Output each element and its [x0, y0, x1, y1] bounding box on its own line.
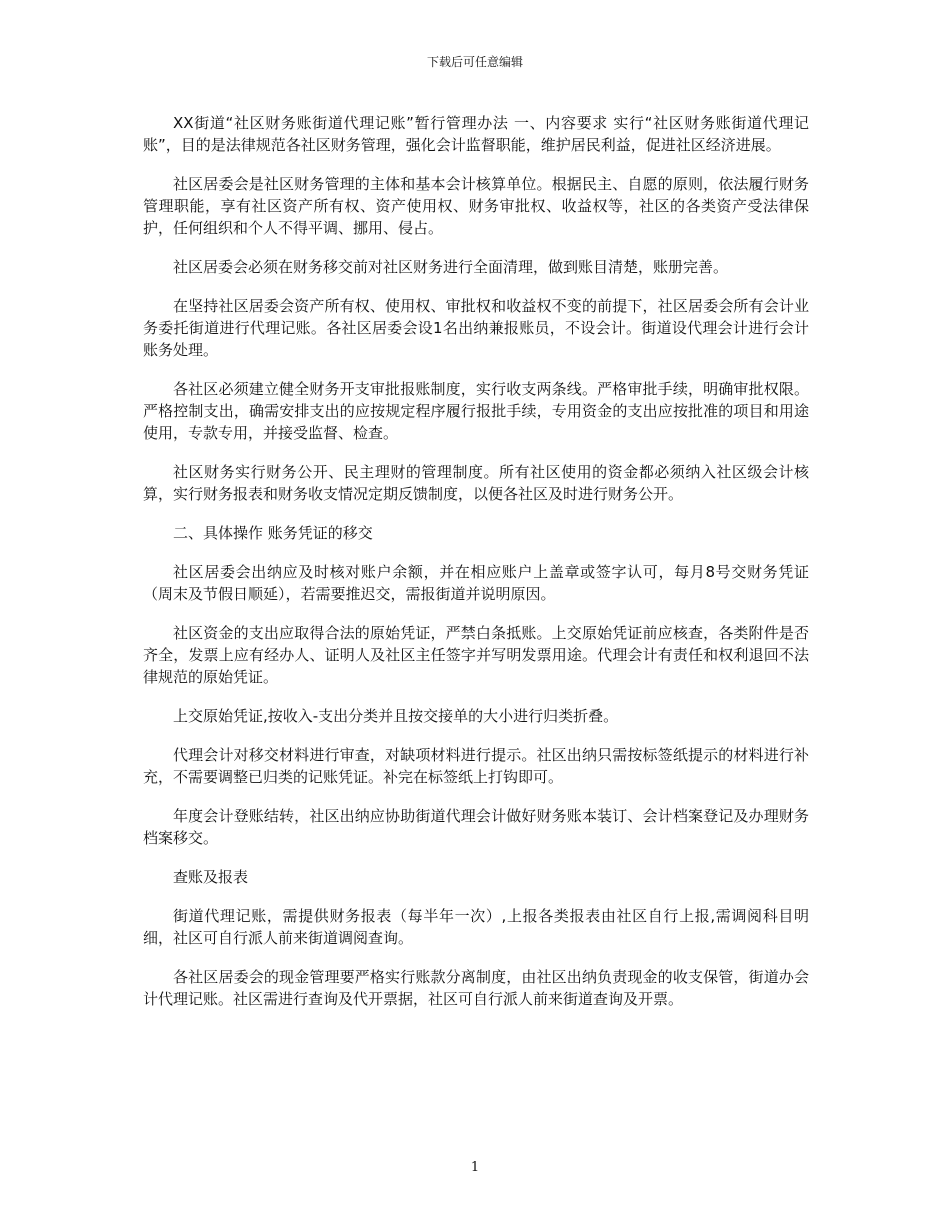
page-number: 1	[470, 1160, 480, 1175]
paragraph: 社区居委会是社区财务管理的主体和基本会计核算单位。根据民主、自愿的原则，依法履行财务管理职能，享有社区资产所有权、资产使用权、财务审批权、收益权等，社区的各类资产受法律保护，任何组织和个人不得平调、挪用、侵占。	[143, 175, 809, 237]
paragraph: XX街道“社区财务账街道代理记账”暂行管理办法 一、内容要求 实行“社区财务账街道代理记账”，目的是法律规范各社区财务管理，强化会计监督职能，维护居民利益，促进社区经济进展。	[143, 114, 809, 154]
paragraph: 各社区必须建立健全财务开支审批报账制度，实行收支两条线。严格审批手续，明确审批权限。严格控制支出，确需安排支出的应按规定程序履行报批手续，专用资金的支出应按批准的项目和用途使用，专款专用，并接受监督、检查。	[143, 380, 809, 442]
paragraph: 在坚持社区居委会资产所有权、使用权、审批权和收益权不变的前提下，社区居委会所有会计业务委托街道进行代理记账。各社区居委会设1名出纳兼报账员，不设会计。街道设代理会计进行会计账务处理。	[143, 297, 809, 359]
section-heading: 二、具体操作 账务凭证的移交	[173, 524, 373, 542]
page-header: 下载后可任意编辑	[426, 55, 523, 69]
paragraph: 年度会计登账结转，社区出纳应协助街道代理会计做好财务账本装订、会计档案登记及办理财务档案移交。	[143, 807, 809, 847]
paragraph: 各社区居委会的现金管理要严格实行账款分离制度，由社区出纳负责现金的收支保管，街道办会计代理记账。社区需进行查询及代开票据，社区可自行派人前来街道查询及开票。	[143, 968, 809, 1008]
paragraph: 街道代理记账，需提供财务报表（每半年一次）,上报各类报表由社区自行上报,需调阅科目明细，社区可自行派人前来街道调阅查询。	[143, 907, 809, 947]
paragraph: 上交原始凭证,按收入-支出分类并且按交接单的大小进行归类折叠。	[173, 707, 619, 725]
document-body	[143, 112, 809, 1027]
section-heading: 查账及报表	[173, 868, 249, 886]
paragraph: 社区居委会出纳应及时核对账户余额，并在相应账户上盖章或签字认可，每月8号交财务凭证（周末及节假日顺延），若需要推迟交，需报街道并说明原因。	[143, 563, 809, 603]
paragraph: 社区财务实行财务公开、民主理财的管理制度。所有社区使用的资金都必须纳入社区级会计核算，实行财务报表和财务收支情况定期反馈制度，以便各社区及时进行财务公开。	[143, 463, 809, 503]
paragraph: 代理会计对移交材料进行审查，对缺项材料进行提示。社区出纳只需按标签纸提示的材料进行补充，不需要调整已归类的记账凭证。补完在标签纸上打钩即可。	[143, 746, 809, 786]
paragraph: 社区资金的支出应取得合法的原始凭证，严禁白条抵账。上交原始凭证前应核查，各类附件是否齐全，发票上应有经办人、证明人及社区主任签字并写明发票用途。代理会计有责任和权利退回不法律规范的原始凭证。	[143, 624, 809, 686]
paragraph: 社区居委会必须在财务移交前对社区财务进行全面清理，做到账目清楚，账册完善。	[173, 258, 729, 276]
